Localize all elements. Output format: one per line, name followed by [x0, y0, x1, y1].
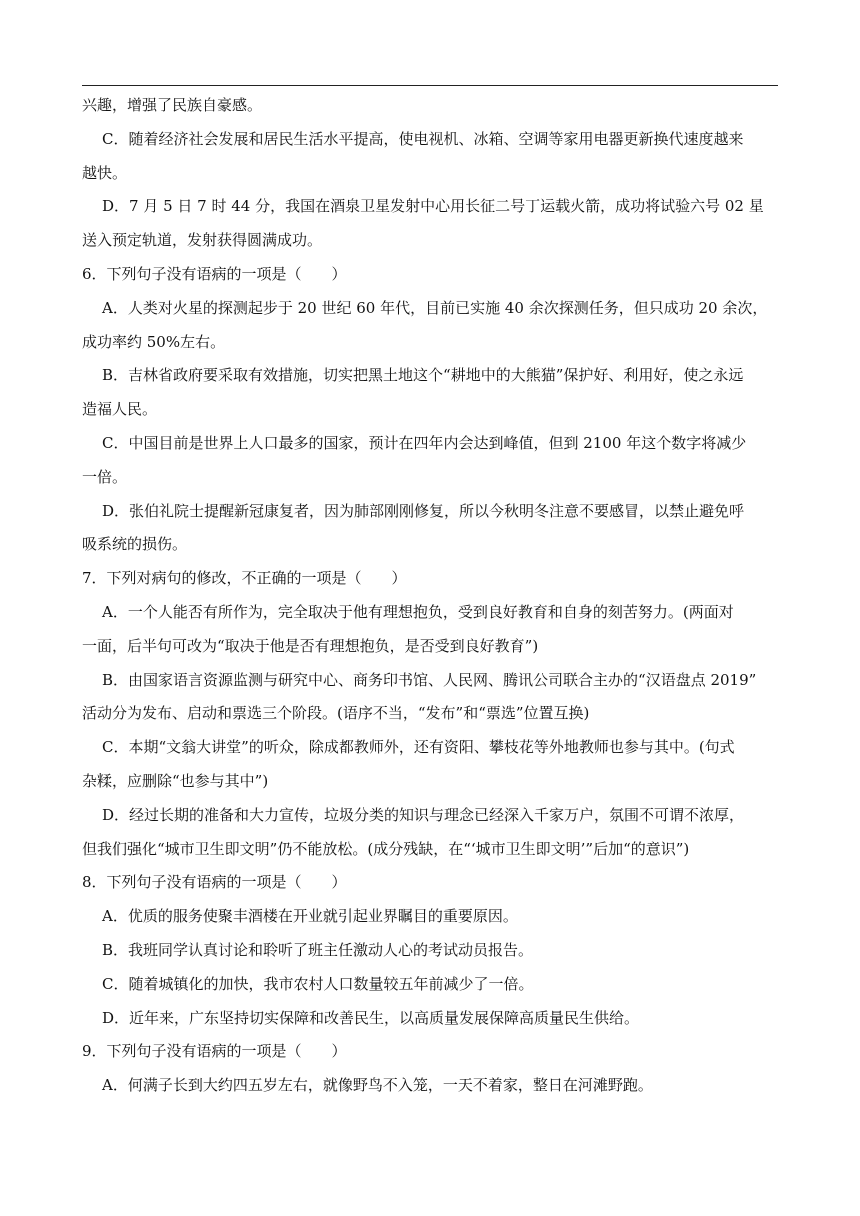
text-line: C．随着城镇化的加快，我市农村人口数量较五年前减少了一倍。 [102, 974, 534, 993]
text-line: 8．下列句子没有语病的一项是（ ） [82, 873, 347, 892]
text-line: 造福人民。 [82, 400, 158, 419]
text-line: D．7 月 5 日 7 时 44 分，我国在酒泉卫星发射中心用长征二号丁运载火箭，成功将试验六号 02 星 [102, 197, 764, 216]
text-line: C．中国目前是世界上人口最多的国家，预计在四年内会达到峰值，但到 2100 年这个数字将减少 [102, 433, 747, 452]
header-rule [82, 85, 778, 86]
text-line: A．一个人能否有所作为，完全取决于他有理想抱负，受到良好教育和自身的刻苦努力。(两面对 [102, 602, 734, 621]
text-line: 但我们强化“城市卫生即文明”仍不能放松。(成分残缺，在“‘城市卫生即文明’”后加“的意识”) [82, 839, 690, 858]
text-line: D．近年来，广东坚持切实保障和改善民生，以高质量发展保障高质量民生供给。 [102, 1008, 640, 1027]
text-line: 7．下列对病句的修改，不正确的一项是（ ） [82, 569, 407, 588]
text-line: 吸系统的损伤。 [82, 535, 188, 554]
text-line: A．人类对火星的探测起步于 20 世纪 60 年代，目前已实施 40 余次探测任务，但只成功 20 余次， [102, 298, 768, 317]
text-line: A．优质的服务使聚丰酒楼在开业就引起业界瞩目的重要原因。 [102, 907, 518, 926]
text-line: 6．下列句子没有语病的一项是（ ） [82, 264, 347, 283]
text-line: 9．下列句子没有语病的一项是（ ） [82, 1042, 347, 1061]
text-line: 活动分为发布、启动和票选三个阶段。(语序不当，“发布”和“票选”位置互换) [82, 704, 590, 723]
text-line: 杂糅，应删除“也参与其中”) [82, 771, 269, 790]
text-line: D．张伯礼院士提醒新冠康复者，因为肺部刚刚修复，所以今秋明冬注意不要感冒，以禁止避免呼 [102, 501, 745, 520]
text-line: 一倍。 [82, 467, 128, 486]
text-line: A．何满子长到大约四五岁左右，就像野鸟不入笼，一天不着家，整日在河滩野跑。 [102, 1076, 653, 1095]
text-line: 送入预定轨道，发射获得圆满成功。 [82, 231, 323, 250]
text-line: B．由国家语言资源监测与研究中心、商务印书馆、人民网、腾讯公司联合主办的“汉语盘点 2019” [102, 670, 757, 689]
text-line: B．吉林省政府要采取有效措施，切实把黑土地这个“耕地中的大熊猫”保护好、利用好，使之永远 [102, 366, 744, 385]
text-line: 越快。 [82, 163, 128, 182]
text-line: C．本期“文翁大讲堂”的听众，除成都教师外，还有资阳、攀枝花等外地教师也参与其中。(句式 [102, 738, 735, 757]
text-line: D．经过长期的准备和大力宣传，垃圾分类的知识与理念已经深入千家万户，氛围不可谓不浓厚， [102, 805, 745, 824]
text-line: B．我班同学认真讨论和聆听了班主任激动人心的考试动员报告。 [102, 940, 534, 959]
text-line: C．随着经济社会发展和居民生活水平提高，使电视机、冰箱、空调等家用电器更新换代速度越来 [102, 129, 744, 148]
text-line: 兴趣，增强了民族自豪感。 [82, 96, 263, 114]
text-line: 成功率约 50%左右。 [82, 332, 226, 351]
text-line: 一面，后半句可改为“取决于他是否有理想抱负，是否受到良好教育”) [82, 636, 539, 655]
document-body [82, 89, 778, 1103]
